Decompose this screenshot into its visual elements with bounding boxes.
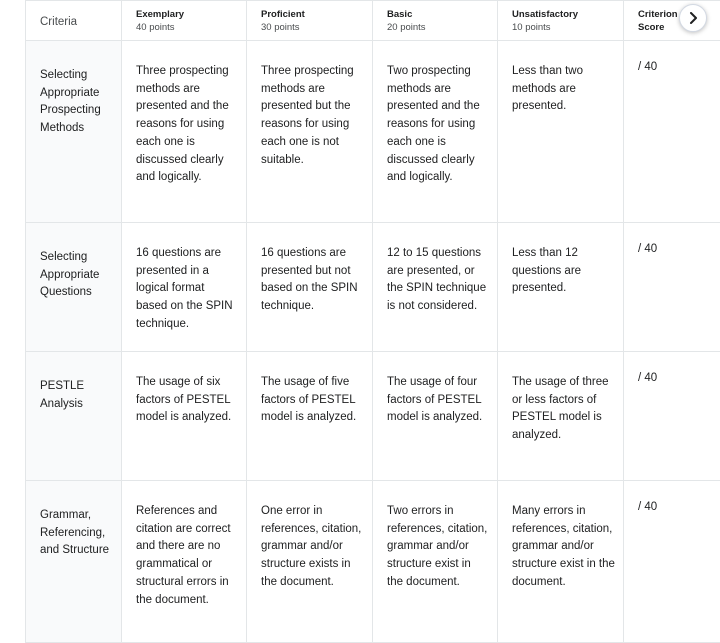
level-cell — [498, 481, 624, 643]
level-header-unsatisfactory — [498, 1, 624, 41]
score-cell — [624, 223, 720, 352]
level-cell — [247, 352, 373, 481]
level-cell — [373, 352, 498, 481]
criteria-header-label: Criteria — [26, 1, 121, 28]
score-header-line2: Score — [638, 21, 720, 34]
rubric-row — [26, 352, 720, 481]
level-description: The usage of five factors of PESTEL model is analyzed. — [247, 352, 372, 427]
score-cell — [624, 41, 720, 223]
level-description: Less than 12 questions are presented. — [498, 223, 623, 298]
rubric-row — [26, 481, 720, 643]
criterion-score: / 40 — [624, 223, 720, 255]
level-cell — [498, 223, 624, 352]
level-cell — [247, 223, 373, 352]
level-points: 30 points — [261, 21, 372, 34]
level-description: 16 questions are presented but not based on the SPIN technique. — [247, 223, 372, 316]
level-header-proficient — [247, 1, 373, 41]
rubric-table — [25, 0, 720, 643]
rubric-row — [26, 223, 720, 352]
level-cell — [247, 41, 373, 223]
rubric-header-row — [26, 1, 720, 41]
level-header-exemplary — [122, 1, 247, 41]
criterion-cell — [26, 41, 122, 223]
level-cell — [498, 41, 624, 223]
criterion-name: PESTLE Analysis — [26, 352, 121, 413]
criterion-name: Selecting Appropriate Questions — [26, 223, 121, 302]
score-cell — [624, 352, 720, 481]
level-description: Two errors in references, citation, grammar and/or structure exist in the document. — [373, 481, 497, 592]
rubric-row — [26, 41, 720, 223]
level-cell — [122, 352, 247, 481]
chevron-right-icon — [688, 12, 698, 24]
level-description: One error in references, citation, grammar and/or structure exists in the document. — [247, 481, 372, 592]
level-cell — [122, 223, 247, 352]
criteria-header — [26, 1, 122, 41]
level-name: Unsatisfactory — [512, 8, 623, 21]
level-points: 10 points — [512, 21, 623, 34]
level-description: Three prospecting methods are presented and the reasons for using each one is discussed clearly and logically. — [122, 41, 246, 187]
criterion-score: / 40 — [624, 41, 720, 73]
level-description: Two prospecting methods are presented and the reasons for using each one is discussed clearly and logically. — [373, 41, 497, 187]
level-description: Three prospecting methods are presented but the reasons for using each one is not suitable. — [247, 41, 372, 169]
level-description: The usage of three or less factors of PESTEL model is analyzed. — [498, 352, 623, 445]
level-description: References and citation are correct and there are no grammatical or structural errors in the document. — [122, 481, 246, 609]
level-cell — [122, 41, 247, 223]
level-header-basic — [373, 1, 498, 41]
score-cell — [624, 481, 720, 643]
criterion-name: Selecting Appropriate Prospecting Methods — [26, 41, 121, 138]
level-cell — [498, 352, 624, 481]
level-description: Less than two methods are presented. — [498, 41, 623, 116]
criterion-cell — [26, 223, 122, 352]
level-description: The usage of four factors of PESTEL model is analyzed. — [373, 352, 497, 427]
level-description: The usage of six factors of PESTEL model is analyzed. — [122, 352, 246, 427]
level-description: 16 questions are presented in a logical format based on the SPIN technique. — [122, 223, 246, 334]
level-description: 12 to 15 questions are presented, or the SPIN technique is not considered. — [373, 223, 497, 316]
score-header-line1: Criterion — [638, 8, 720, 21]
scroll-right-button[interactable] — [679, 4, 707, 32]
level-cell — [122, 481, 247, 643]
level-cell — [373, 223, 498, 352]
criterion-name: Grammar, Referencing, and Structure — [26, 481, 121, 560]
level-cell — [373, 481, 498, 643]
level-name: Exemplary — [136, 8, 246, 21]
criterion-cell — [26, 352, 122, 481]
criterion-score: / 40 — [624, 352, 720, 384]
criterion-score: / 40 — [624, 481, 720, 513]
level-description: Many errors in references, citation, grammar and/or structure exist in the document. — [498, 481, 623, 592]
level-cell — [247, 481, 373, 643]
criterion-cell — [26, 481, 122, 643]
level-name: Basic — [387, 8, 497, 21]
level-points: 20 points — [387, 21, 497, 34]
level-points: 40 points — [136, 21, 246, 34]
level-name: Proficient — [261, 8, 372, 21]
level-cell — [373, 41, 498, 223]
